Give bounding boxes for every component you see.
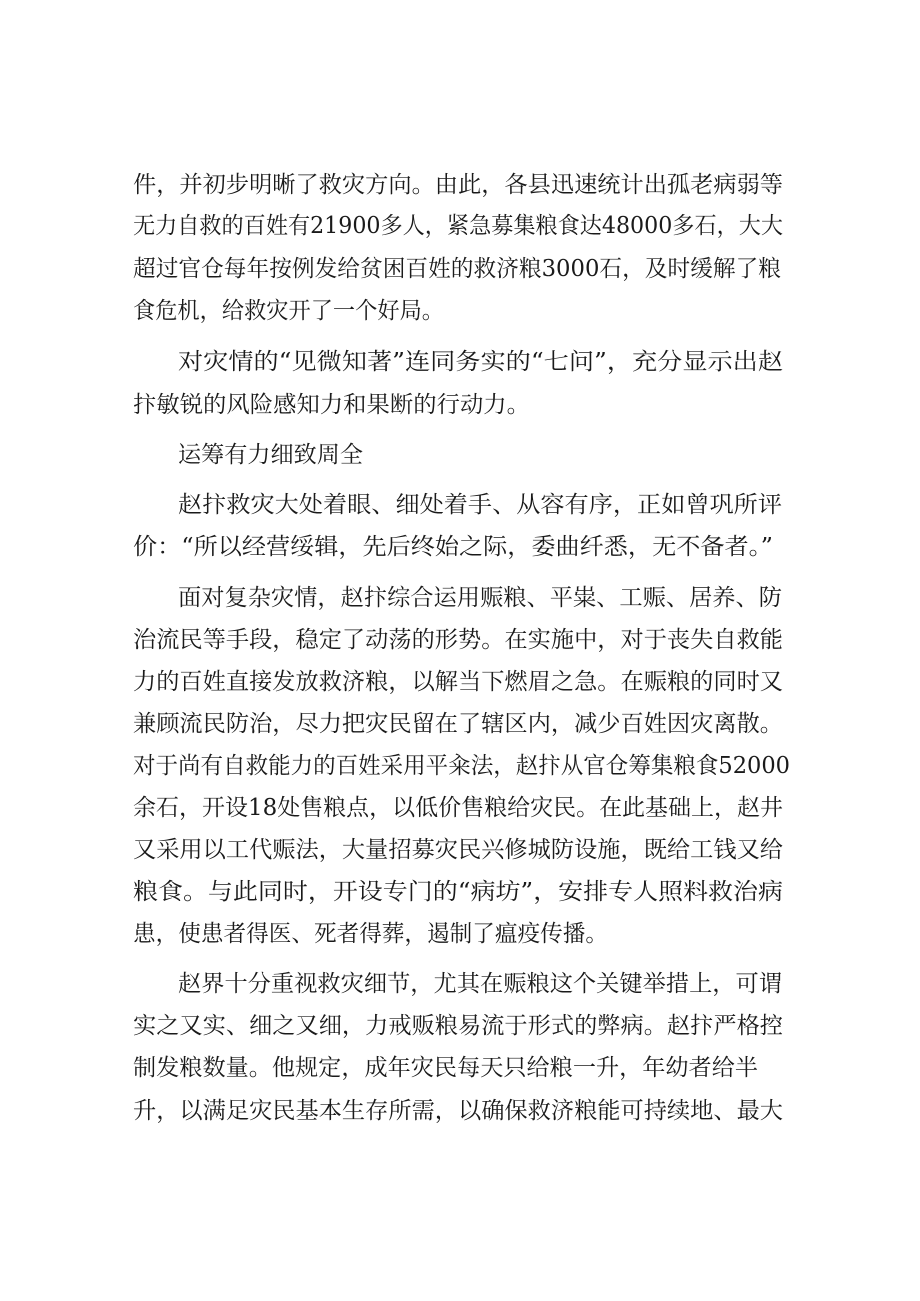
text-line: [0, 529, 920, 565]
text-line: [0, 167, 920, 203]
text-line: [0, 748, 920, 784]
line-text: 力的百姓直接发放救济粮，以解当下燃眉之急。在赈粮的同时又: [133, 669, 783, 695]
line-text: 升，以满足灾民基本生存所需，以确保救济粮能可持续地、最大: [133, 1098, 783, 1124]
text-line: [0, 344, 920, 380]
line-text: 余石，开设18处售粮点，以低价售粮给灾民。在此基础上，赵井: [133, 795, 783, 821]
line-text: 抃敏锐的风险感知力和果断的行动力。: [133, 392, 530, 418]
text-line: [0, 251, 920, 287]
line-text: 件，并初步明晰了救灾方向。由此，各县迅速统计出孤老病弱等: [133, 172, 783, 198]
text-line: [0, 916, 920, 952]
line-text: 食危机，给救灾开了一个好局。: [133, 298, 444, 324]
text-line: [0, 1093, 920, 1129]
text-line: [0, 387, 920, 423]
line-text: 无力自救的百姓有21900多人，紧急募集粮食达48000多石，大大: [133, 213, 783, 239]
text-line: [0, 874, 920, 910]
line-text: 赵界十分重视救灾细节，尤其在赈粮这个关键举措上，可谓: [178, 971, 782, 997]
line-text: 患，使患者得医、死者得葬，遏制了瘟疫传播。: [133, 921, 608, 947]
line-text: 实之又实、细之又细，力戒贩粮易流于形式的弊病。赵抃严格控: [133, 1013, 783, 1039]
heading-text: 运筹有力细致周全: [178, 442, 363, 468]
line-text: 超过官仓每年按例发给贫困百姓的救济粮3000石，及时缓解了粮: [133, 256, 781, 282]
line-text: 粮食。与此同时，开设专门的“病坊”，安排专人照料救治病: [133, 879, 783, 905]
line-text: 兼顾流民防治，尽力把灾民留在了辖区内，减少百姓因灾离散。: [133, 711, 783, 737]
text-line: [0, 832, 920, 868]
line-text: 治流民等手段，稳定了动荡的形势。在实施中，对于丧失自救能: [133, 627, 783, 653]
text-line: [0, 1050, 920, 1086]
section-heading: [0, 437, 920, 473]
text-line: [0, 706, 920, 742]
text-line: [0, 487, 920, 523]
line-text: 制发粮数量。他规定，成年灾民每天只给粮一升，年幼者给半: [133, 1055, 758, 1081]
line-text: 面对复杂灾情，赵抃综合运用赈粮、平粜、工赈、居养、防: [178, 585, 782, 611]
line-text: 对灾情的“见微知著”连同务实的“七问”，充分显示出赵: [178, 349, 783, 375]
text-line: [0, 208, 920, 244]
line-text: 对于尚有自救能力的百姓采用平籴法，赵抃从官仓筹集粮食52000: [133, 753, 790, 779]
text-line: [0, 293, 920, 329]
line-text: 赵抃救灾大处着眼、细处着手、从容有序，正如曾巩所评: [178, 492, 782, 518]
text-line: [0, 664, 920, 700]
text-line: [0, 790, 920, 826]
line-text: 价：“所以经营绥辑，先后终始之际，委曲纤悉，无不备者。”: [133, 534, 773, 560]
text-line: [0, 622, 920, 658]
text-line: [0, 1008, 920, 1044]
text-line: [0, 966, 920, 1002]
line-text: 又采用以工代赈法，大量招募灾民兴修城防设施，既给工钱又给: [133, 837, 783, 863]
text-line: [0, 580, 920, 616]
